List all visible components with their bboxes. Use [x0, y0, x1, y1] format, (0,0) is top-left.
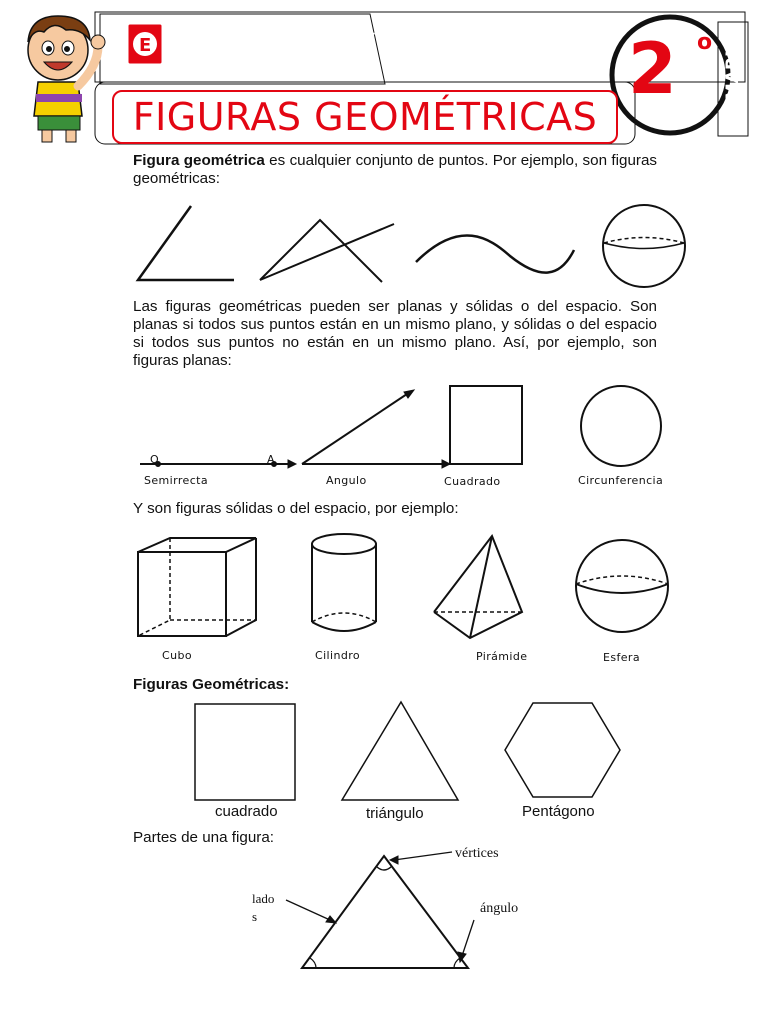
partes-heading: Partes de una figura: [133, 829, 274, 846]
figuras-heading: Figuras Geométricas: [133, 676, 290, 693]
svg-text:E: E [139, 35, 152, 56]
grade-number: 2 [628, 28, 677, 110]
parts-triangle [302, 856, 468, 968]
subject-line-2: MATEMÁTICA [396, 48, 602, 81]
intro-term: Figura geométrica [133, 152, 265, 169]
book-logo-icon [124, 20, 168, 70]
label-lados-1: lado [252, 891, 275, 906]
pyramid-drawing [434, 536, 522, 638]
label-pentagono: Pentágono [522, 803, 595, 820]
lados-arrowhead [326, 916, 336, 923]
label-cuadrado: cuadrado [215, 803, 278, 820]
ray-label-a: A [267, 453, 275, 466]
ray-label-o: O [150, 453, 160, 466]
label-angulo: ángulo [480, 901, 519, 916]
basic-hexagon [505, 703, 620, 797]
intro-text: es cualquier conjunto de puntos. Por ejemplo, son figuras geométricas: [133, 152, 657, 187]
figure-angle-lines [138, 206, 234, 280]
angle-arrow-2 [442, 460, 450, 468]
figure-crossed-lines-b [260, 224, 394, 280]
generic-figures [130, 198, 690, 290]
label-triangulo: triángulo [366, 805, 424, 822]
angle-arrow-1 [404, 390, 414, 398]
caption-angulo: Angulo [326, 474, 367, 487]
basic-square [195, 704, 295, 800]
caption-circunferencia: Circunferencia [578, 474, 664, 487]
caption-piramide: Pirámide [476, 650, 528, 663]
mascot-boy-icon [14, 10, 110, 145]
sphere-drawing [576, 540, 668, 632]
cube-drawing [138, 538, 256, 636]
square-outline [450, 386, 522, 464]
solidas-paragraph: Y son figuras sólidas o del espacio, por ejemplo: [133, 500, 459, 517]
intro-paragraph [133, 152, 657, 188]
brand-name: EDUCAREMOS [176, 27, 424, 61]
caption-esfera: Esfera [603, 651, 640, 664]
figure-sphere-back [604, 238, 684, 244]
ray-arrowhead [288, 460, 296, 468]
title-box [112, 90, 618, 144]
caption-cilindro: Cilindro [315, 649, 361, 662]
caption-cubo: Cubo [162, 649, 192, 662]
basic-triangle [342, 702, 458, 800]
lados-pointer [286, 900, 330, 920]
label-vertices: vértices [455, 846, 499, 861]
caption-cuadrado: Cuadrado [444, 475, 501, 488]
figure-sphere-equator [604, 243, 684, 249]
page-header [0, 0, 768, 145]
basic-shapes [190, 698, 630, 804]
page-title: FIGURAS GEOMÉTRICAS [132, 95, 598, 139]
vertex-angle-arc-top [376, 866, 392, 870]
solid-figures [130, 528, 690, 650]
planas-paragraph: Las figuras geométricas pueden ser planas y sólidas o del espacio. Son planas si todos sus puntos están en un mismo plano, y sólidas o del espacio si todos sus puntos no están en un mismo plano. Así, por ejemplo, son figuras planas: [133, 298, 657, 369]
vertices-pointer [394, 852, 452, 860]
caption-semirrecta: Semirrecta [144, 474, 209, 487]
subject-line-1: LÓGICO [444, 19, 554, 49]
angulo-pointer [462, 920, 474, 956]
angle-side-1 [302, 392, 410, 464]
label-lados-2: s [252, 909, 258, 924]
figure-curve [416, 235, 574, 272]
cylinder-drawing [312, 534, 376, 631]
level-label: PRIMARIA [723, 37, 743, 132]
grade-suffix: o [697, 30, 713, 55]
circle-outline [581, 386, 661, 466]
vertex-angle-arc-left [310, 958, 316, 968]
vertices-arrowhead [390, 856, 398, 864]
